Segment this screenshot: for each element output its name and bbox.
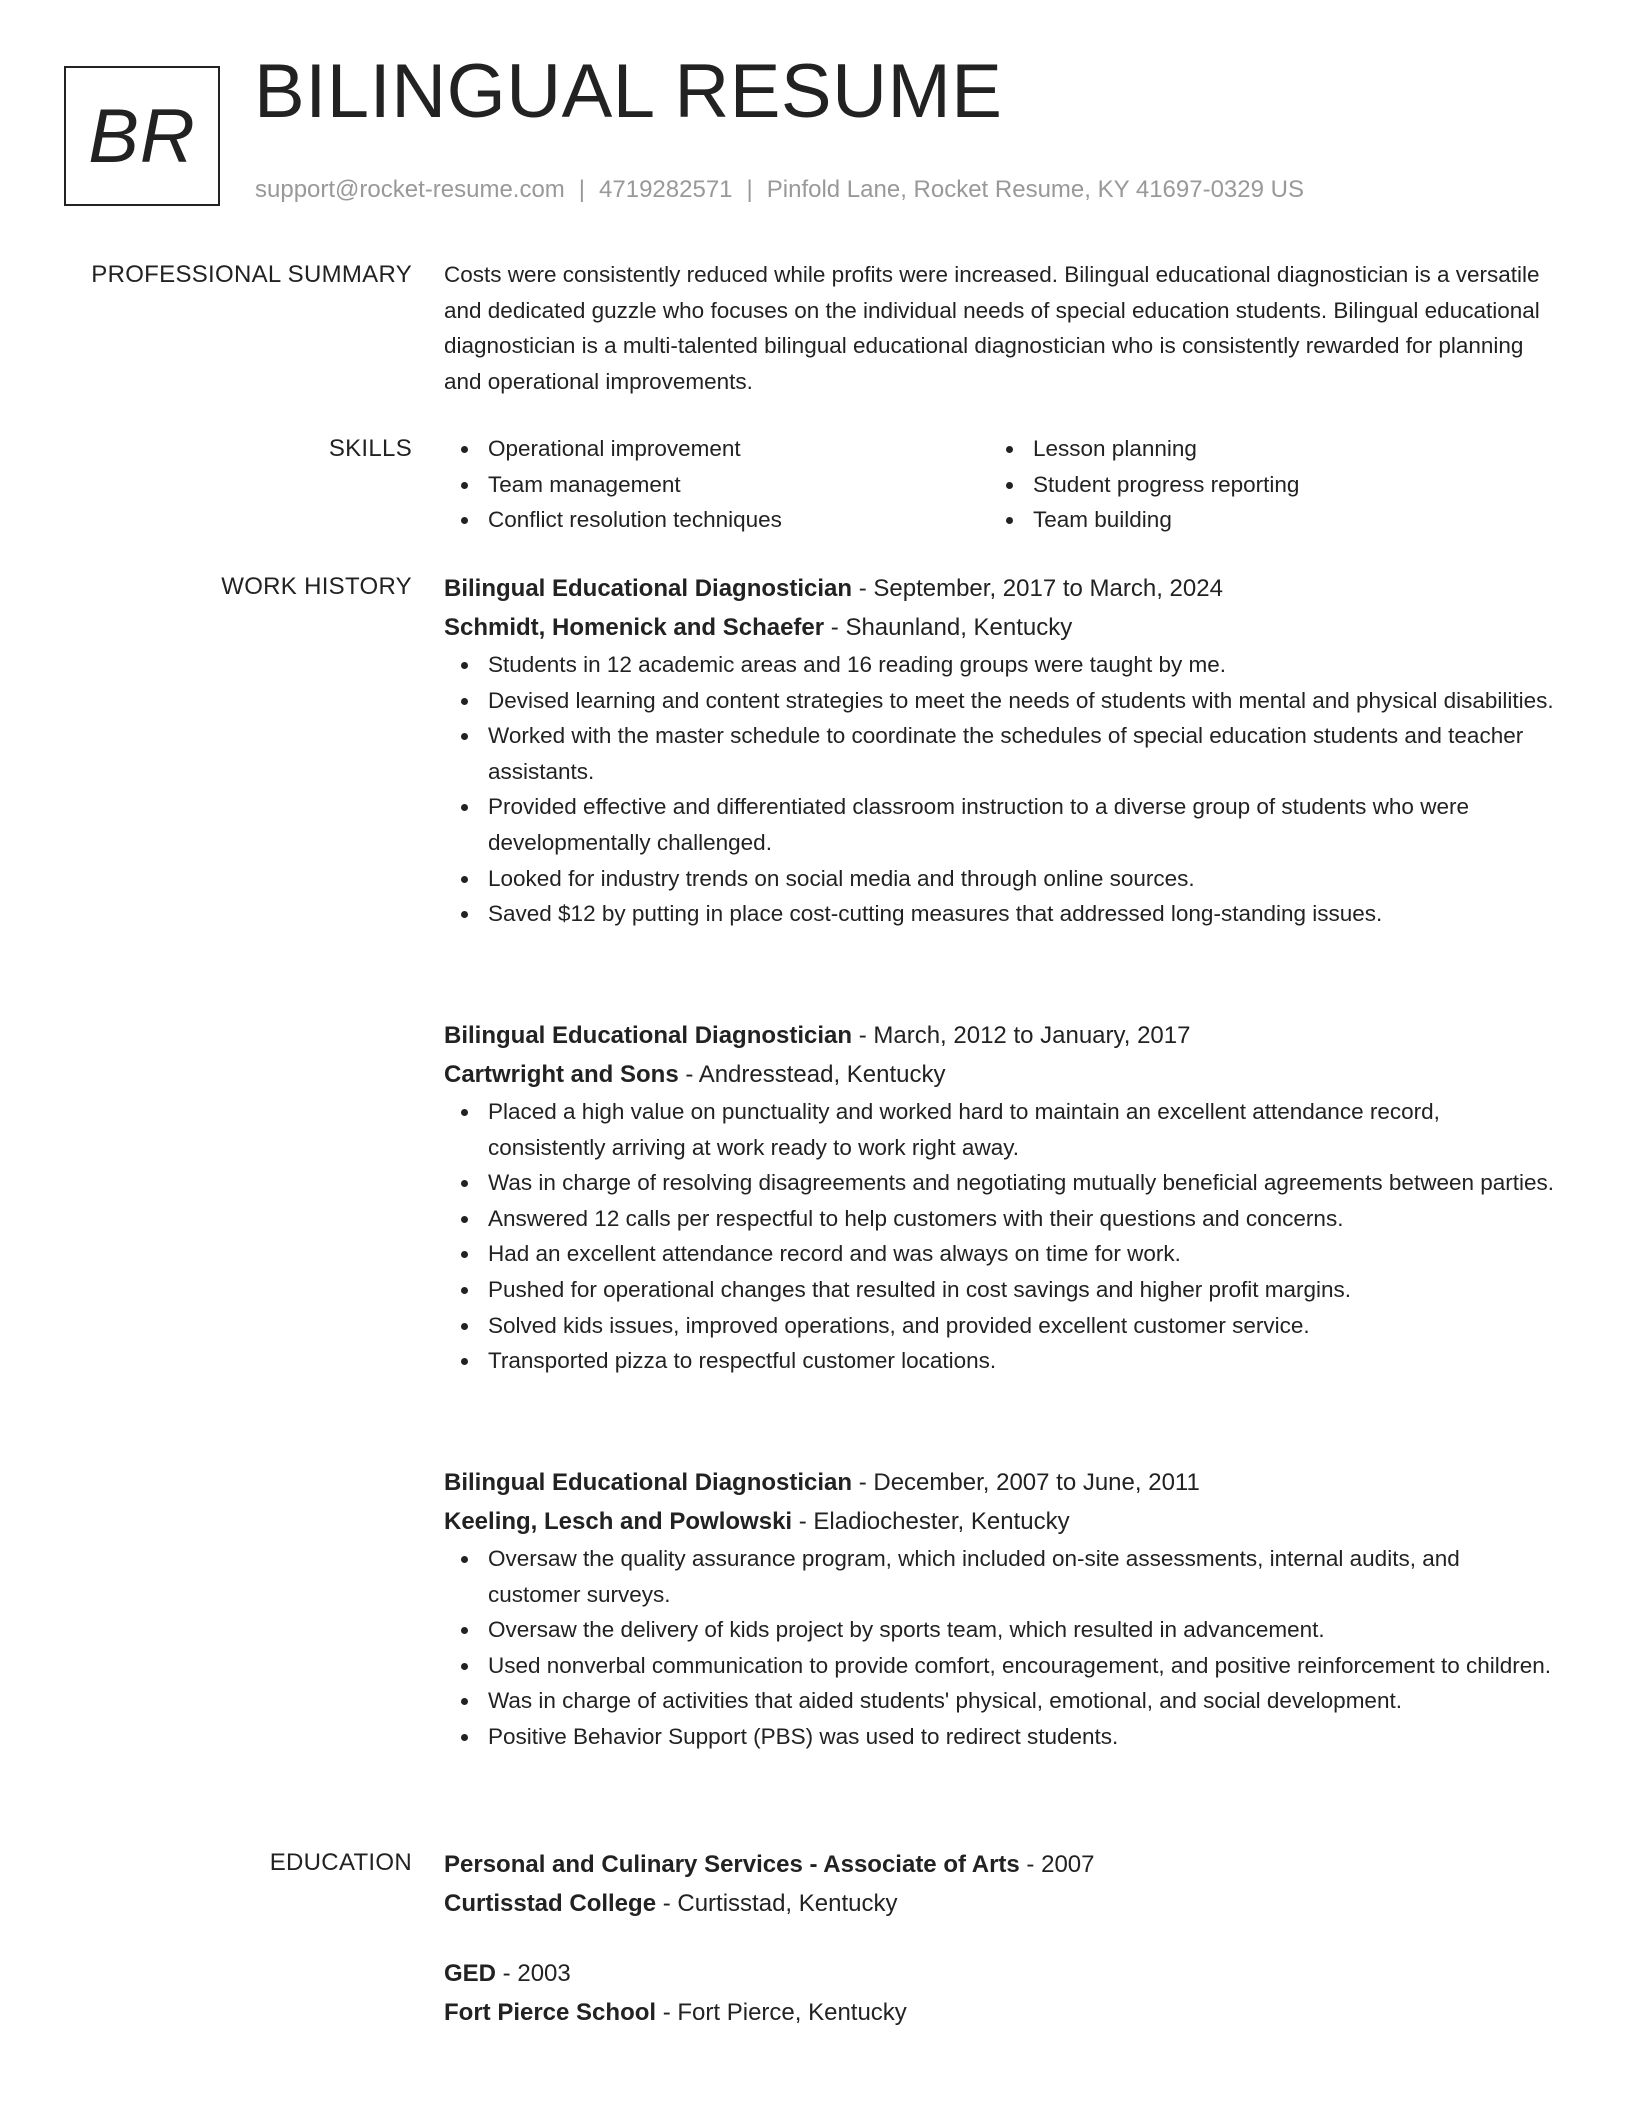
resume-title: BILINGUAL RESUME: [254, 49, 1003, 134]
skill-item: Operational improvement: [488, 431, 989, 467]
job-entry: [444, 1016, 1558, 1379]
job-bullet: Was in charge of resolving disagreements and negotiating mutually beneficial agreements between parties.: [488, 1165, 1558, 1201]
education-school: Fort Pierce School: [444, 1999, 657, 2026]
job-company: Schmidt, Homenick and Schaefer: [444, 614, 825, 641]
education-location: - Fort Pierce, Kentucky: [656, 1999, 907, 2026]
job-location: - Shaunland, Kentucky: [824, 614, 1073, 641]
skills-list-left: [444, 431, 989, 538]
job-company-line: [444, 608, 1558, 647]
job-bullets: [444, 1094, 1558, 1379]
contact-email: support@rocket-resume.com: [255, 176, 565, 203]
education-degree: Personal and Culinary Services - Associate of Arts: [444, 1851, 1020, 1878]
job-title-line: [444, 1016, 1558, 1055]
job-bullet: Oversaw the quality assurance program, which included on-site assessments, internal audits, and customer surveys.: [488, 1541, 1558, 1612]
job-location: - Andresstead, Kentucky: [678, 1061, 946, 1088]
section-label-work-history: WORK HISTORY: [221, 573, 412, 600]
job-bullet: Oversaw the delivery of kids project by sports team, which resulted in advancement.: [488, 1612, 1558, 1648]
contact-address: Pinfold Lane, Rocket Resume, KY 41697-0329 US: [766, 176, 1304, 203]
monogram-logo: [64, 66, 220, 206]
education-year: - 2007: [1019, 1851, 1095, 1878]
skill-item: Conflict resolution techniques: [488, 502, 989, 538]
section-label-skills: SKILLS: [328, 435, 412, 462]
job-bullet: Devised learning and content strategies to meet the needs of students with mental and physical disabilities.: [488, 683, 1558, 719]
contact-separator: |: [746, 176, 753, 203]
skills-list-right: [989, 431, 1534, 538]
job-company-line: [444, 1055, 1558, 1094]
education-year: - 2003: [496, 1960, 571, 1987]
job-title: Bilingual Educational Diagnostician: [444, 575, 853, 602]
summary-body: [444, 257, 1558, 399]
job-title-line: [444, 1463, 1558, 1502]
education-entry: [444, 1845, 1558, 1923]
job-bullets: [444, 647, 1558, 932]
education-school-line: [444, 1993, 1558, 2032]
skill-item: Team management: [488, 467, 989, 503]
skills-grid: [444, 431, 1558, 538]
job-entry: [444, 1463, 1558, 1755]
education-school: Curtisstad College: [444, 1890, 657, 1917]
summary-text: Costs were consistently reduced while profits were increased. Bilingual educational diagnostician is a versatile and dedicated guzzle who focuses on the individual needs of special education students. Bilingual educational diagnostician is a multi-talented bilingual educational diagnostician who is consistently rewarded for planning and operational improvements.: [444, 262, 1540, 394]
job-bullet: Was in charge of activities that aided students' physical, emotional, and social development.: [488, 1683, 1558, 1719]
job-bullet: Used nonverbal communication to provide comfort, encouragement, and positive reinforcement to children.: [488, 1648, 1558, 1684]
job-entry: [444, 569, 1558, 932]
job-dates: - December, 2007 to June, 2011: [852, 1469, 1200, 1496]
skill-item: Team building: [1033, 502, 1534, 538]
education-location: - Curtisstad, Kentucky: [656, 1890, 898, 1917]
education-school-line: [444, 1884, 1558, 1923]
skill-item: Lesson planning: [1033, 431, 1534, 467]
job-dates: - March, 2012 to January, 2017: [852, 1022, 1191, 1049]
job-location: - Eladiochester, Kentucky: [792, 1508, 1070, 1535]
job-bullet: Students in 12 academic areas and 16 reading groups were taught by me.: [488, 647, 1558, 683]
contact-line: [255, 176, 1304, 204]
job-bullet: Pushed for operational changes that resulted in cost savings and higher profit margins.: [488, 1272, 1558, 1308]
job-bullet: Saved $12 by putting in place cost-cutting measures that addressed long-standing issues.: [488, 896, 1558, 932]
job-bullet: Solved kids issues, improved operations, and provided excellent customer service.: [488, 1308, 1558, 1344]
job-company-line: [444, 1502, 1558, 1541]
job-company: Cartwright and Sons: [444, 1061, 679, 1088]
skill-item: Student progress reporting: [1033, 467, 1534, 503]
job-title: Bilingual Educational Diagnostician: [444, 1022, 853, 1049]
job-bullet: Placed a high value on punctuality and worked hard to maintain an excellent attendance record, consistently arriving at work ready to work right away.: [488, 1094, 1558, 1165]
section-label-summary: PROFESSIONAL SUMMARY: [91, 261, 412, 288]
job-title-line: [444, 569, 1558, 608]
education-degree-line: [444, 1954, 1558, 1993]
job-dates: - September, 2017 to March, 2024: [852, 575, 1223, 602]
education-degree: GED: [444, 1960, 497, 1987]
education-entry: [444, 1954, 1558, 2032]
job-bullets: [444, 1541, 1558, 1755]
job-bullet: Provided effective and differentiated classroom instruction to a diverse group of students who were developmentally challenged.: [488, 789, 1558, 860]
job-title: Bilingual Educational Diagnostician: [444, 1469, 853, 1496]
job-bullet: Answered 12 calls per respectful to help customers with their questions and concerns.: [488, 1201, 1558, 1237]
section-label-education: EDUCATION: [269, 1849, 412, 1876]
job-bullet: Positive Behavior Support (PBS) was used to redirect students.: [488, 1719, 1558, 1755]
job-bullet: Had an excellent attendance record and was always on time for work.: [488, 1236, 1558, 1272]
contact-separator: |: [578, 176, 586, 203]
job-company: Keeling, Lesch and Powlowski: [444, 1508, 793, 1535]
job-bullet: Transported pizza to respectful customer locations.: [488, 1343, 1558, 1379]
job-bullet: Looked for industry trends on social media and through online sources.: [488, 861, 1558, 897]
education-degree-line: [444, 1845, 1558, 1884]
job-bullet: Worked with the master schedule to coordinate the schedules of special education students and teacher assistants.: [488, 718, 1558, 789]
contact-phone: 4719282571: [599, 176, 733, 203]
monogram-initials: BR: [88, 93, 196, 179]
